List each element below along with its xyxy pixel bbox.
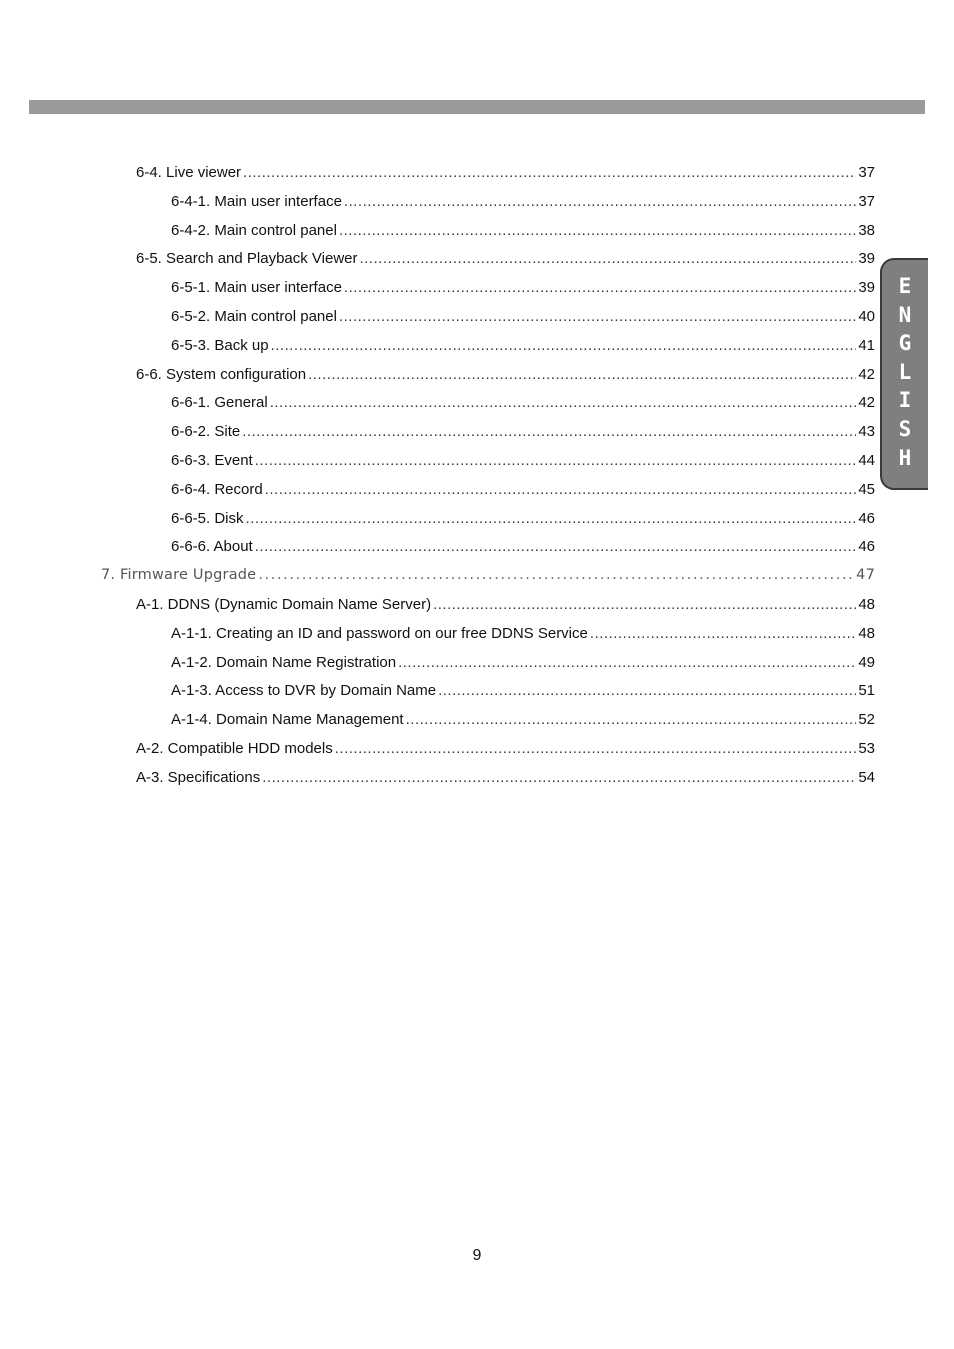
toc-dot-leader: [255, 532, 857, 561]
language-tab-letters: [882, 272, 928, 472]
toc-dot-leader: [590, 619, 856, 648]
toc-dot-leader: [339, 302, 856, 331]
toc-entry-title: 6-5. Search and Playback Viewer: [136, 250, 358, 268]
toc-entry[interactable]: [136, 590, 875, 619]
toc-entry[interactable]: [171, 446, 875, 475]
toc-entry-title: 6-4-1. Main user interface: [171, 192, 342, 210]
toc-dot-leader: [344, 187, 856, 216]
toc-entry[interactable]: [171, 331, 875, 360]
toc-entry-page: 43: [858, 423, 875, 441]
toc-entry-page: 48: [858, 624, 875, 642]
toc-entry[interactable]: [136, 763, 875, 792]
toc-entry[interactable]: [171, 302, 875, 331]
toc-dot-leader: [265, 475, 857, 504]
toc-entry[interactable]: [136, 158, 875, 187]
toc-entry-page: 38: [858, 221, 875, 239]
toc-entry-title: A-1-4. Domain Name Management: [171, 711, 404, 729]
toc-entry-title: A-1-2. Domain Name Registration: [171, 653, 397, 671]
toc-entry-title: A-1. DDNS (Dynamic Domain Name Server): [136, 596, 432, 613]
toc-dot-leader: [262, 763, 856, 792]
toc-entry[interactable]: [171, 705, 875, 734]
toc-entry-page: 46: [858, 509, 875, 527]
toc-dot-leader: [398, 648, 856, 677]
toc-dot-leader: [270, 388, 857, 417]
toc-entry[interactable]: [136, 734, 875, 763]
toc-entry[interactable]: [171, 388, 875, 417]
language-letter: H: [898, 445, 912, 470]
language-letter: E: [898, 274, 912, 298]
toc-entry[interactable]: [171, 532, 875, 561]
toc-dot-leader: [339, 216, 856, 245]
toc-dot-leader: [255, 446, 857, 475]
toc-entry-page: 45: [858, 480, 875, 498]
toc-dot-leader: [344, 273, 856, 302]
toc-entry-title: 6-6-1. General: [171, 394, 268, 412]
language-letter: S: [898, 416, 912, 441]
toc-entry-page: 46: [858, 538, 875, 556]
toc-entry-page: 44: [858, 452, 875, 469]
toc-dot-leader: [258, 561, 854, 590]
toc-entry-title: 6-5-2. Main control panel: [171, 308, 337, 325]
language-letter: N: [898, 302, 912, 327]
toc-entry[interactable]: [171, 273, 875, 302]
toc-entry-title: 6-5-3. Back up: [171, 336, 269, 354]
language-letter: G: [898, 331, 912, 356]
toc-entry-page: 47: [856, 567, 875, 584]
toc-entry[interactable]: [171, 619, 875, 648]
toc-dot-leader: [308, 360, 856, 389]
header-bar: [29, 100, 925, 114]
toc-entry[interactable]: [171, 417, 875, 446]
toc-entry[interactable]: [171, 504, 875, 533]
toc-entry-title: A-2. Compatible HDD models: [136, 740, 333, 757]
toc-entry-title: 6-6-5. Disk: [171, 509, 244, 527]
toc-entry[interactable]: [171, 216, 875, 245]
toc-entry[interactable]: [171, 648, 875, 677]
toc-dot-leader: [433, 590, 856, 619]
toc-dot-leader: [243, 158, 856, 187]
toc-entry-page: 37: [858, 164, 875, 181]
toc-entry-page: 49: [858, 653, 875, 671]
toc-entry-page: 40: [858, 308, 875, 325]
language-letter: L: [898, 359, 912, 384]
toc-dot-leader: [406, 705, 857, 734]
toc-entry-page: 37: [858, 192, 875, 210]
toc-entry-title: 6-6-3. Event: [171, 452, 253, 469]
toc-dot-leader: [271, 331, 857, 360]
toc-entry-title: 6-4-2. Main control panel: [171, 221, 337, 239]
language-letter: I: [898, 388, 912, 413]
toc-entry[interactable]: [171, 676, 875, 705]
toc-entry-title: 6-6-2. Site: [171, 423, 241, 441]
toc-entry[interactable]: [136, 360, 875, 389]
toc-entry-title: 6-4. Live viewer: [136, 164, 242, 181]
toc-entry-title: 6-6-4. Record: [171, 480, 263, 498]
toc-entry[interactable]: [171, 187, 875, 216]
toc-entry-title: 6-6. System configuration: [136, 365, 307, 383]
toc-entry-page: 42: [858, 394, 875, 412]
toc-entry[interactable]: [101, 561, 875, 590]
toc-entry-page: 54: [858, 768, 875, 786]
toc-dot-leader: [438, 676, 856, 705]
toc-entry[interactable]: [136, 244, 875, 273]
toc-entry-title: A-3. Specifications: [136, 768, 261, 786]
toc-entry-title: A-1-1. Creating an ID and password on our free DDNS Service: [171, 624, 588, 642]
toc-entry-title: 6-5-1. Main user interface: [171, 279, 342, 297]
toc-dot-leader: [360, 244, 857, 273]
toc-dot-leader: [242, 417, 856, 446]
toc-entry-page: 41: [858, 336, 875, 354]
toc-entry-page: 52: [858, 711, 875, 729]
page-number: 9: [472, 1247, 482, 1264]
toc-entry-title: A-1-3. Access to DVR by Domain Name: [171, 682, 437, 700]
toc-dot-leader: [335, 734, 857, 763]
toc-entry-page: 51: [858, 682, 875, 700]
toc-entry-page: 48: [858, 596, 875, 613]
language-tab: [880, 258, 928, 490]
toc-entry-page: 53: [858, 740, 875, 757]
toc-entry-title: 6-6-6. About: [171, 538, 253, 556]
toc-entry-page: 42: [858, 365, 875, 383]
toc-entry-page: 39: [858, 250, 875, 268]
toc-entry[interactable]: [171, 475, 875, 504]
toc-entry-title: 7. Firmware Upgrade: [101, 567, 257, 584]
toc-dot-leader: [246, 504, 857, 533]
toc-entry-page: 39: [858, 279, 875, 297]
